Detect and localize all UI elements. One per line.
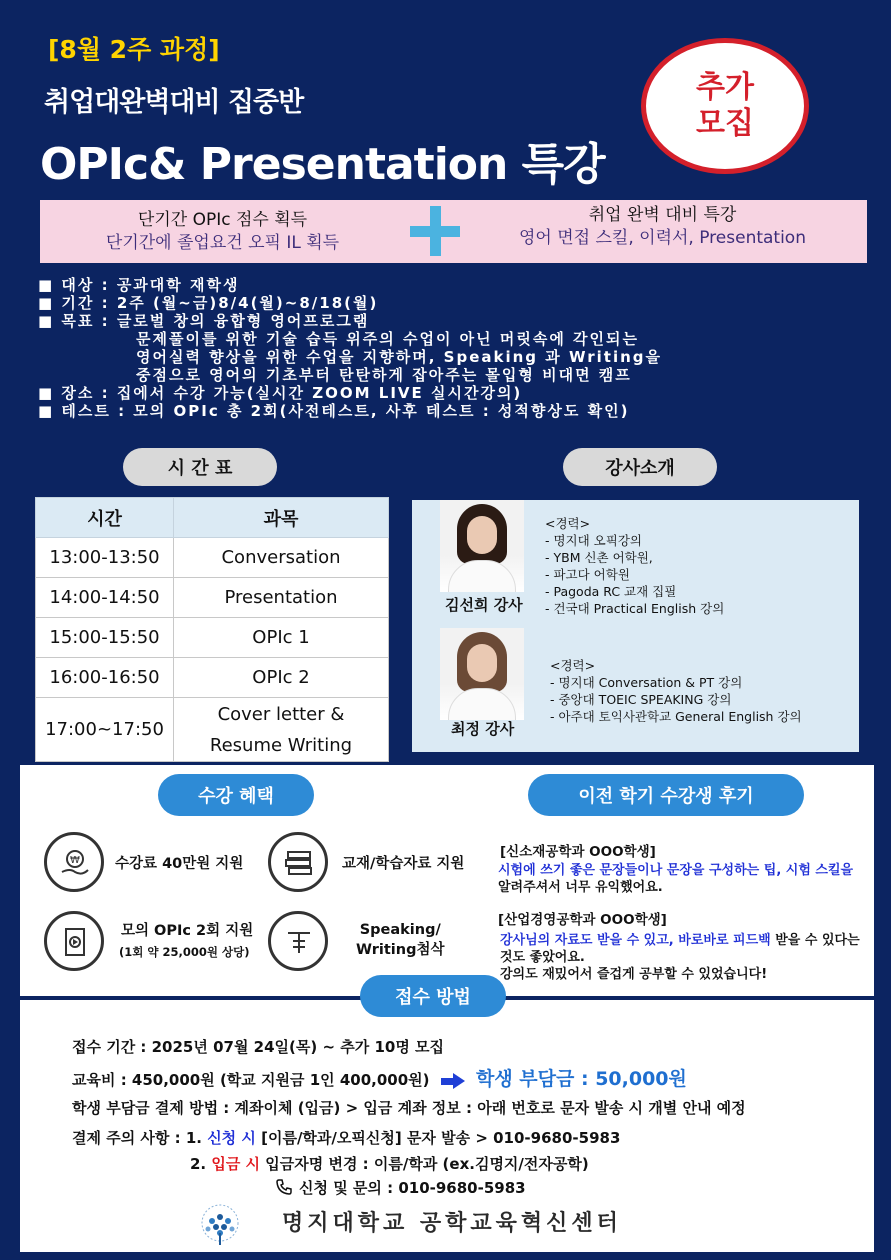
subject-cell: OPIc 1 [174, 618, 389, 658]
benefit-label-line: Writing첨삭 [356, 942, 445, 958]
review-line: 강의도 재밌어서 즐겁게 공부할 수 있었습니다! [500, 967, 768, 982]
highlight-right-title: 취업 완벽 대비 특강 [588, 205, 737, 225]
badge-line1: 추가 [696, 70, 754, 105]
benefit-label: 모의 OPIc 2회 지원 [121, 923, 254, 939]
review-line: 것도 좋았어요. [500, 950, 585, 965]
benefit-label: 교재/학습자료 지원 [342, 856, 465, 872]
university-logo [190, 1195, 260, 1250]
benefit-label-line: Speaking/ [359, 922, 441, 938]
subtitle: 취업대완벽대비 집중반 [44, 87, 304, 118]
note-rest: [이름/학과/오픽신청] 문자 발송 > 010-9680-5983 [255, 1129, 621, 1147]
subject-cell [174, 698, 389, 762]
instructors-pill: 강사소개 [563, 448, 717, 486]
apply-contact [275, 1177, 526, 1198]
apply-pill: 접수 방법 [360, 975, 506, 1017]
note-highlight: 입금 시 [211, 1155, 261, 1173]
course-tag: [8월 2주 과정] [48, 35, 220, 64]
info-goal: ■ 목표 : 글로벌 창의 융합형 영어프로그램 [38, 312, 370, 330]
subject-line: Resume Writing [209, 734, 353, 756]
career-line: - 파고다 어학원 [545, 567, 630, 582]
review-line [500, 932, 860, 949]
note-prefix: 결제 주의 사항 : 1. [72, 1129, 208, 1147]
benefits-reviews-section [20, 765, 874, 996]
benefits-pill: 수강 혜택 [158, 774, 314, 816]
center-name: 명지대학교 공학교육혁신센터 [282, 1211, 622, 1236]
arrow-right-icon [441, 1074, 465, 1088]
time-cell: 16:00-16:50 [36, 658, 174, 698]
coin-hand-icon [44, 832, 104, 892]
instructor-name: 김선희 강사 [445, 596, 523, 614]
info-goal-line: 중점으로 영어의 기초부터 탄탄하게 잡아주는 몰입형 비대면 캠프 [136, 366, 632, 384]
table-row [36, 538, 389, 578]
review-line: 알려주셔서 너무 유익했어요. [498, 880, 663, 895]
apply-period: 접수 기간 : 2025년 07월 24일(목) ~ 추가 10명 모집 [72, 1038, 445, 1056]
career-line: - 건국대 Practical English 강의 [545, 601, 725, 616]
note-highlight: 신청 시 [207, 1129, 256, 1147]
time-cell: 13:00-13:50 [36, 538, 174, 578]
review-heading: [신소재공학과 OOO학생] [500, 844, 656, 860]
column-header-subject: 과목 [174, 498, 389, 538]
info-goal-line: 영어실력 향상을 위한 수업을 지향하며, Speaking 과 Writing을 [136, 348, 662, 366]
info-place: ■ 장소 : 집에서 수강 가능(실시간 ZOOM LIVE 실시간강의) [38, 384, 523, 402]
benefit-sub: (1회 약 25,000원 상당) [119, 945, 250, 959]
highlight-left-sub: 단기간에 졸업요건 오픽 IL 획득 [105, 233, 340, 253]
highlight-left-title: 단기간 OPIc 점수 획득 [137, 210, 308, 230]
instructors-panel [412, 500, 859, 752]
student-fee: 학생 부담금 : 50,000원 [475, 1068, 687, 1090]
apply-fee [72, 1064, 687, 1091]
career-line: - 명지대 오픽강의 [545, 533, 642, 548]
note-prefix: 2. [190, 1155, 212, 1173]
review-heading: [산업경영공학과 OOO학생] [498, 912, 667, 928]
review-line-rest: 받을 수 있다는 [770, 933, 860, 948]
review-highlight: 강사님의 자료도 받을 수 있고, 바로바로 피드백 [500, 933, 771, 948]
additional-recruit-badge [641, 38, 809, 174]
table-row [36, 618, 389, 658]
time-cell: 17:00~17:50 [36, 698, 174, 762]
column-header-time: 시간 [36, 498, 174, 538]
highlight-left [40, 209, 405, 255]
badge-line2: 모집 [696, 106, 754, 141]
book-stack-icon [268, 832, 328, 892]
info-target: ■ 대상 : 공과대학 재학생 [38, 276, 240, 294]
phone-icon [275, 1178, 293, 1196]
review-text [500, 932, 860, 983]
benefit-label: 수강료 40만원 지원 [115, 856, 244, 872]
benefit-label [356, 922, 444, 959]
career-line: - YBM 신촌 어학원, [545, 550, 653, 565]
career-line: - 중앙대 TOEIC SPEAKING 강의 [550, 692, 732, 707]
pen-edit-icon [268, 911, 328, 971]
instructor-career [550, 657, 802, 725]
fee-text: 교육비 : 450,000원 (학교 지원금 1인 400,000원) [72, 1071, 430, 1089]
schedule-table [35, 497, 389, 762]
instructor-photo [440, 500, 524, 592]
career-line: - 명지대 Conversation & PT 강의 [550, 675, 743, 690]
subject-cell: OPIc 2 [174, 658, 389, 698]
table-header-row [36, 498, 389, 538]
table-row [36, 578, 389, 618]
contact-text: 신청 및 문의 : 010-9680-5983 [299, 1179, 526, 1197]
instructor-photo [440, 628, 524, 720]
info-goal-line: 문제풀이를 위한 기술 습득 위주의 수업이 아닌 머릿속에 각인되는 [136, 330, 640, 348]
document-play-icon [44, 911, 104, 971]
apply-payment: 학생 부담금 결제 방법 : 계좌이체 (입금) > 입금 계좌 정보 : 아래 번호로 문자 발송 시 개별 안내 예정 [72, 1099, 746, 1117]
apply-note-2 [190, 1153, 589, 1174]
career-line: - 아주대 토익사관학교 General English 강의 [550, 709, 802, 724]
apply-note-1 [72, 1127, 620, 1148]
career-line: - Pagoda RC 교재 집필 [545, 584, 677, 599]
instructor-career [545, 515, 724, 617]
time-cell: 14:00-14:50 [36, 578, 174, 618]
review-line: 시험에 쓰기 좋은 문장들이나 문장을 구성하는 팁, 시험 스킬을 [498, 863, 854, 878]
career-line: <경력> [545, 516, 591, 531]
info-test: ■ 테스트 : 모의 OPIc 총 2회(사전테스트, 사후 테스트 : 성적향상도 확인) [38, 402, 630, 420]
subject-cell: Presentation [174, 578, 389, 618]
highlight-right-sub: 영어 면접 스킬, 이력서, Presentation [519, 228, 806, 248]
page-title: OPIc& Presentation 특강 [40, 139, 605, 190]
table-row [36, 658, 389, 698]
career-line: <경력> [550, 658, 596, 673]
instructor-name: 최정 강사 [451, 720, 515, 738]
schedule-pill: 시 간 표 [123, 448, 277, 486]
subject-line: Cover letter & [217, 703, 345, 725]
review-text [498, 862, 853, 896]
note-rest: 입금자명 변경 : 이름/학과 (ex.김명지/전자공학) [260, 1155, 589, 1173]
reviews-pill: 이전 학기 수강생 후기 [528, 774, 804, 816]
apply-section [20, 1000, 874, 1252]
info-period: ■ 기간 : 2주 (월~금)8/4(월)~8/18(월) [38, 294, 379, 312]
svg-text:₩: ₩ [70, 855, 80, 866]
highlight-right [460, 204, 865, 250]
course-info [38, 276, 858, 420]
subject-cell: Conversation [174, 538, 389, 578]
highlight-bar [40, 200, 867, 263]
time-cell: 15:00-15:50 [36, 618, 174, 658]
table-row [36, 698, 389, 762]
plus-icon [410, 206, 460, 256]
